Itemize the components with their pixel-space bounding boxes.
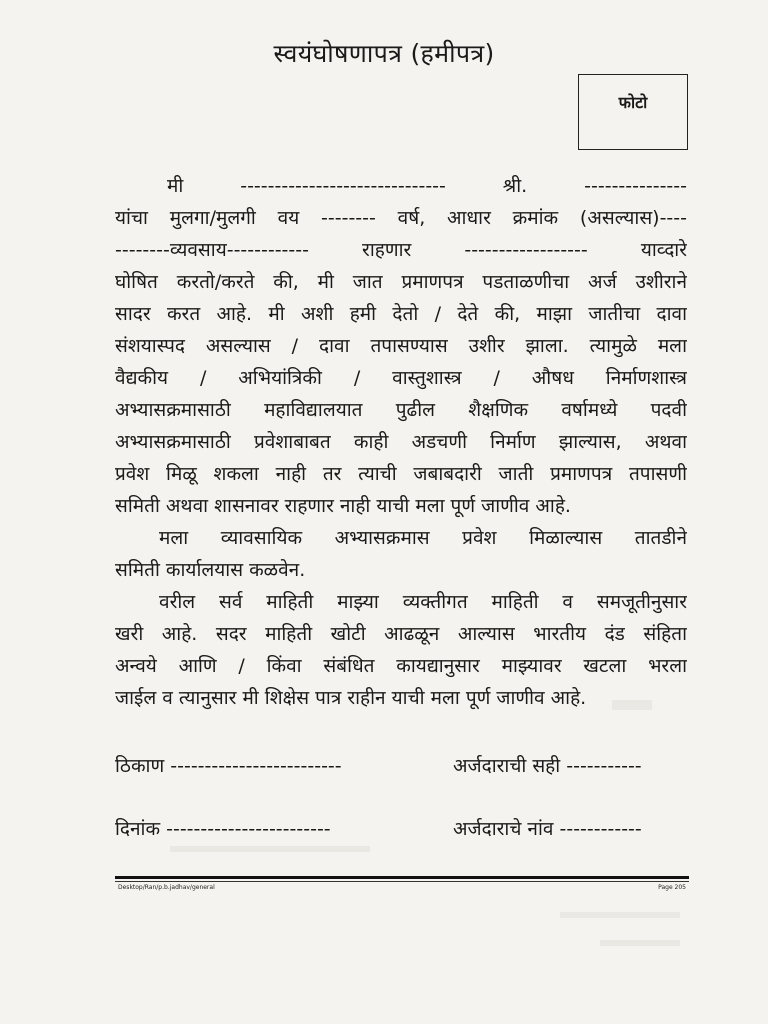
declaration-line: मी ------------------------------ श्री. --------------- [167, 175, 687, 197]
declaration-line: मला व्यावसायिक अभ्यासक्रमास प्रवेश मिळाल्यास तातडीने [159, 527, 687, 549]
date-field: दिनांक ------------------------ [115, 818, 331, 840]
signature-row-2 [115, 815, 687, 847]
photo-box [578, 74, 688, 150]
applicant-signature-field: अर्जदाराची सही ----------- [453, 755, 642, 777]
declaration-line: प्रवेश मिळू शकला नाही तर त्याची जबाबदारी जाती प्रमाणपत्र तपासणी [115, 463, 687, 485]
declaration-line: वैद्यकीय / अभियांत्रिकी / वास्तुशास्त्र / औषध निर्माणशास्त्र [115, 367, 687, 389]
bleed-through-mark [560, 912, 680, 918]
footer-page-number: Page 205 [658, 884, 686, 891]
declaration-line: यांचा मुलगा/मुलगी वय -------- वर्ष, आधार क्रमांक (असल्यास)---- [115, 207, 687, 229]
footer-rule [115, 876, 689, 879]
footer-rule-thin [115, 881, 689, 882]
footer-path: Desktop/Ran/p.b.jadhav/general [118, 884, 215, 891]
declaration-line: अन्वये आणि / किंवा संबंधित कायद्यानुसार माझ्यावर खटला भरला [115, 655, 687, 677]
declaration-body [115, 170, 687, 714]
declaration-line: अभ्यासक्रमासाठी प्रवेशाबाबत काही अडचणी निर्माण झाल्यास, अथवा [115, 431, 687, 453]
declaration-line: सादर करत आहे. मी अशी हमी देतो / देते की, माझा जातीचा दावा [115, 303, 687, 325]
declaration-line: --------व्यवसाय------------ राहणार ------------------ याव्दारे [115, 239, 687, 261]
photo-label: फोटो [618, 93, 648, 112]
place-field: ठिकाण ------------------------- [115, 755, 342, 777]
page-title: स्वयंघोषणापत्र (हमीपत्र) [273, 39, 495, 68]
bleed-through-mark [600, 940, 680, 946]
signature-row-1 [115, 752, 687, 784]
declaration-line: समिती कार्यालयास कळवेन. [115, 559, 306, 581]
applicant-name-field: अर्जदाराचे नांव ------------ [453, 818, 642, 840]
declaration-line: अभ्यासक्रमासाठी महाविद्यालयात पुढील शैक्षणिक वर्षामध्ये पदवी [115, 399, 687, 421]
declaration-line: खरी आहे. सदर माहिती खोटी आढळून आल्यास भारतीय दंड संहिता [115, 623, 687, 645]
declaration-line: घोषित करतो/करते की, मी जात प्रमाणपत्र पडताळणीचा अर्ज उशीराने [115, 271, 687, 293]
declaration-line: जाईल व त्यानुसार मी शिक्षेस पात्र राहीन याची मला पूर्ण जाणीव आहे. [115, 687, 587, 709]
declaration-line: वरील सर्व माहिती माझ्या व्यक्तीगत माहिती व समजूतीनुसार [159, 591, 687, 613]
declaration-line: समिती अथवा शासनावर राहणार नाही याची मला पूर्ण जाणीव आहे. [115, 495, 571, 517]
declaration-line: संशयास्पद असल्यास / दावा तपासण्यास उशीर झाला. त्यामुळे मला [115, 335, 687, 357]
